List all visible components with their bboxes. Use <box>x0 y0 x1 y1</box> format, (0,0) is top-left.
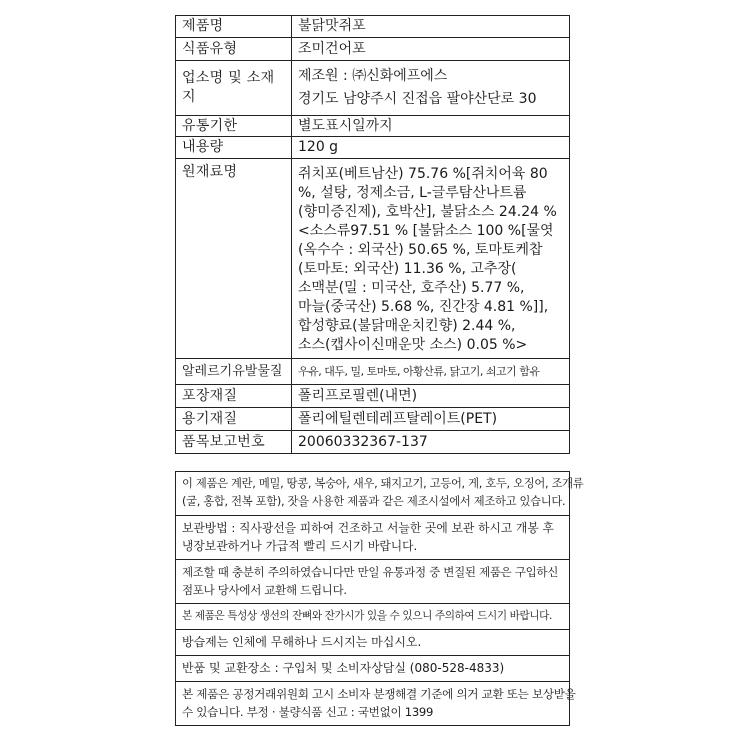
row-value <box>292 159 570 359</box>
row-key: 제품명 <box>176 16 292 38</box>
row-key: 식품유형 <box>176 38 292 61</box>
exchange-notice <box>176 560 569 604</box>
ingredient-line: 소스(캡사이신매운맛 소스) 0.05 %> <box>298 337 528 353</box>
row-value: 폴리에틸렌테레프탈레이트(PET) <box>292 408 570 431</box>
table-row-food-type <box>176 38 570 61</box>
storage-notice <box>176 516 569 560</box>
table-row-packaging <box>176 385 570 408</box>
nutrition-label <box>175 15 584 726</box>
bone-warning <box>176 604 569 630</box>
row-value: 불닭맛쥐포 <box>292 16 570 38</box>
desiccant-warning <box>176 630 569 656</box>
ingredient-line: <소스류97.51 % [불닭소스 100 %[물엿 <box>298 223 554 239</box>
manufacturer-line: 제조원 : ㈜신화에프에스 <box>298 68 448 84</box>
notice-line: 반품 및 교환장소 : 구입처 및 소비자상담실 (080-528-4833) <box>182 661 505 675</box>
ingredient-line: 합성향료(불닭매운치킨향) 2.44 %, <box>298 318 516 334</box>
ingredient-line: 쥐치포(베트남산) 75.76 %[쥐치어육 80 <box>298 166 548 182</box>
notice-line: 수 있습니다. 부정 · 불량식품 신고 : 국번없이 1399 <box>182 705 434 719</box>
row-key: 알레르기유발물질 <box>176 359 292 385</box>
table-row-report-number <box>176 431 570 454</box>
notice-line: 본 제품은 공정거래위원회 고시 소비자 분쟁해결 기준에 의거 교환 또는 보상받을 <box>182 687 576 701</box>
notice-line: 본 제품은 특성상 생선의 잔뼈와 잔가시가 있을 수 있으니 주의하여 드시기 바랍니다. <box>182 610 552 622</box>
row-key: 포장재질 <box>176 385 292 408</box>
notice-line: 점포나 당사에서 교환해 드립니다. <box>182 583 347 597</box>
row-value: 폴리프로필렌(내면) <box>292 385 570 408</box>
table-row-manufacturer <box>176 61 570 116</box>
row-key: 용기재질 <box>176 408 292 431</box>
product-info-table <box>175 15 570 454</box>
notice-line: (굴, 홍합, 전복 포함), 잣을 사용한 제품과 같은 제조시설에서 제조하고 있습니다. <box>182 495 566 508</box>
notice-line: 냉장보관하거나 가급적 빨리 드시기 바랍니다. <box>182 539 418 553</box>
row-key: 유통기한 <box>176 116 292 137</box>
dispute-notice <box>176 682 576 725</box>
ingredient-line: (옥수수 : 외국산) 50.65 %, 토마토케찹 <box>298 242 543 258</box>
ingredient-line: 마늘(중국산) 5.68 %, 진간장 4.81 %]], <box>298 299 549 315</box>
notice-line: 이 제품은 계란, 메밀, 땅콩, 복숭아, 새우, 돼지고기, 고등어, 게, 호두, 오징어, 조개류 <box>182 477 584 490</box>
table-row-ingredients <box>176 159 570 359</box>
notice-line: 방습제는 인체에 무해하나 드시지는 마십시오. <box>182 635 422 649</box>
row-key: 내용량 <box>176 137 292 159</box>
table-row-allergens <box>176 359 570 385</box>
row-value: 조미건어포 <box>292 38 570 61</box>
row-key: 업소명 및 소재지 <box>176 61 292 116</box>
table-row-expiry <box>176 116 570 137</box>
ingredient-line: %, 설탕, 정제소금, L-글루탐산나트륨 <box>298 185 527 201</box>
table-row-product-name <box>176 16 570 38</box>
ingredient-line: 소맥분(밀 : 미국산, 호주산) 5.77 %, <box>298 280 525 296</box>
notice-line: 제조할 때 충분히 주의하였습니다만 만일 유통과정 중 변질된 제품은 구입하신 <box>182 565 559 579</box>
table-row-container <box>176 408 570 431</box>
row-value: 별도표시일까지 <box>292 116 570 137</box>
row-value: 120 g <box>292 137 570 159</box>
table-row-net-weight <box>176 137 570 159</box>
address-line: 경기도 남양주시 진접읍 팔야산단로 30 <box>298 91 537 107</box>
allergen-facility-notice <box>176 472 584 516</box>
row-value <box>292 61 570 116</box>
row-value: 우유, 대두, 밀, 토마토, 아황산류, 닭고기, 쇠고기 함유 <box>292 359 570 385</box>
row-key: 원재료명 <box>176 159 292 359</box>
row-value: 20060332367-137 <box>292 431 570 454</box>
ingredient-line: (향미증진제), 호박산], 불닭소스 24.24 % <box>298 204 557 220</box>
return-contact <box>176 656 569 682</box>
ingredient-line: (토마토: 외국산) 11.36 %, 고추장( <box>298 261 517 277</box>
row-key: 품목보고번호 <box>176 431 292 454</box>
notice-line: 보관방법 : 직사광선을 피하여 건조하고 서늘한 곳에 보관 하시고 개봉 후 <box>182 521 554 535</box>
notice-box <box>175 471 584 726</box>
